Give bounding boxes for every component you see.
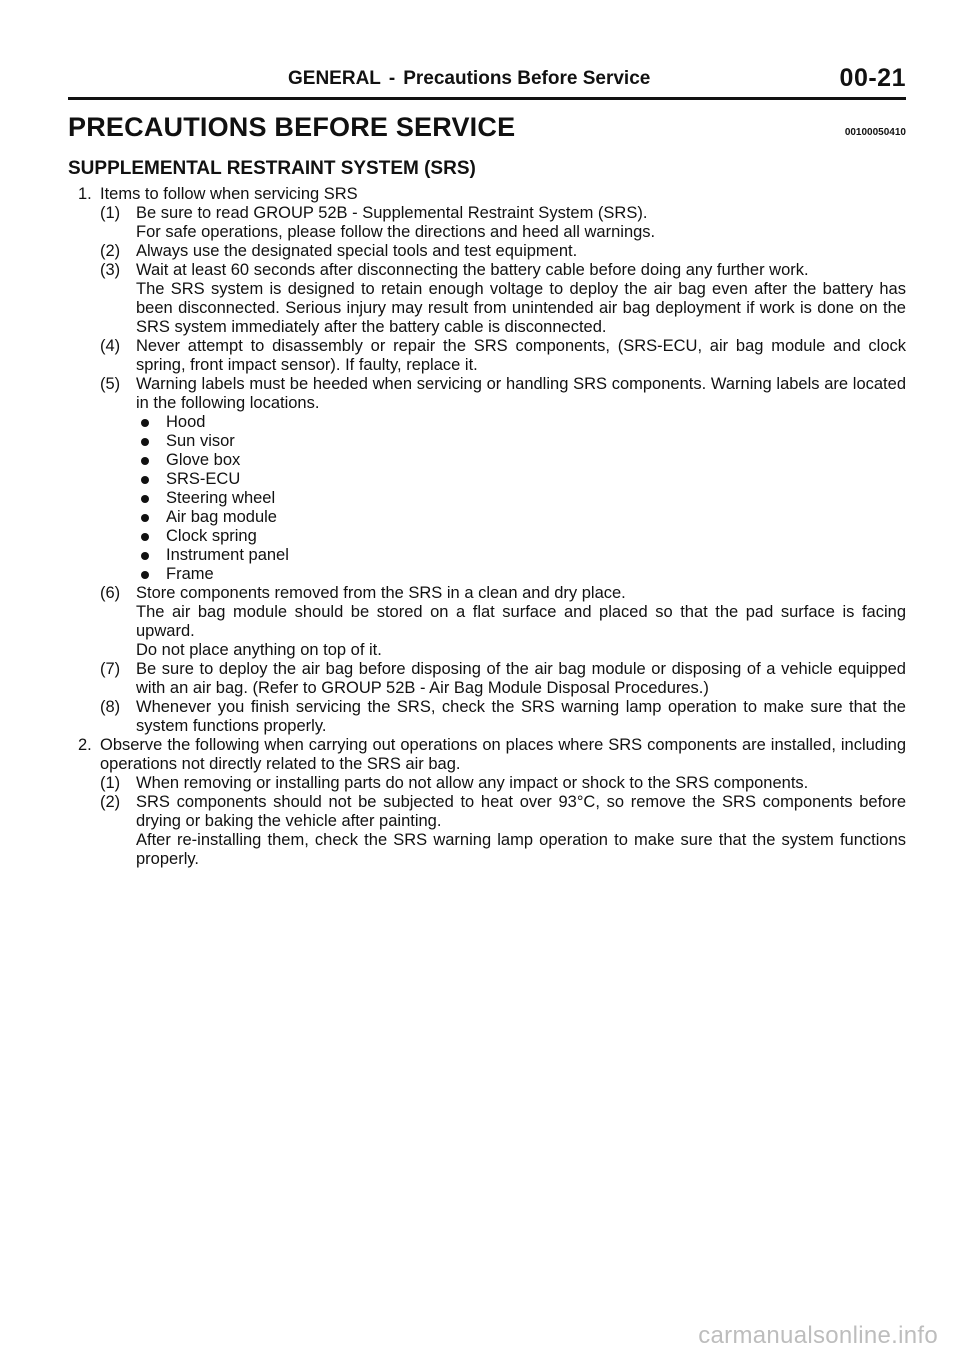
sub-item-paragraph: For safe operations, please follow the directions and heed all warnings. <box>136 223 656 241</box>
sub-item-paragraph: Never attempt to disassembly or repair the SRS components, (SRS-ECU, air bag module and clock spring, front impact sensor). If faulty, replace it. <box>136 337 906 374</box>
label-location-item <box>136 451 906 470</box>
bullet-icon <box>141 495 149 503</box>
instructions-list <box>78 185 906 869</box>
title-row <box>68 112 906 146</box>
sub-item-paragraph: Warning labels must be heeded when servicing or handling SRS components. Warning labels are located in the following locations. <box>136 375 906 412</box>
bullet-icon <box>141 438 149 446</box>
sub-item-number: (4) <box>100 337 121 355</box>
sub-item-paragraph: After re-installing them, check the SRS warning lamp operation to make sure that the system functions properly. <box>136 831 906 868</box>
label-location-text: Steering wheel <box>166 489 276 507</box>
header-subsection: Precautions Before Service <box>403 68 651 89</box>
label-location-item <box>136 527 906 546</box>
header-separator: - <box>388 68 396 89</box>
section-subtitle: SUPPLEMENTAL RESTRAINT SYSTEM (SRS) <box>68 158 476 179</box>
bullet-icon <box>141 419 149 427</box>
sub-item-paragraph: The SRS system is designed to retain enough voltage to deploy the air bag even after the battery has been disconnected. Serious injury may result from unintended air bag deployment if work is done on the SRS system immediately after the battery cable is disconnected. <box>136 280 906 336</box>
sub-item-paragraph: Store components removed from the SRS in a clean and dry place. <box>136 584 626 602</box>
sub-item-paragraph: Whenever you finish servicing the SRS, check the SRS warning lamp operation to make sure that the system functions properly. <box>136 698 906 735</box>
main-item <box>78 185 906 736</box>
sub-item <box>100 698 906 736</box>
header-section: GENERAL <box>288 68 381 89</box>
bullet-icon <box>141 457 149 465</box>
sub-item-number: (7) <box>100 660 121 678</box>
sub-item <box>100 337 906 375</box>
label-location-text: Instrument panel <box>166 546 289 564</box>
sub-item-number: (3) <box>100 261 121 279</box>
sub-item-paragraph: Be sure to deploy the air bag before disposing of the air bag module or disposing of a vehicle equipped with an air bag. (Refer to GROUP 52B - Air Bag Module Disposal Procedures.) <box>136 660 906 697</box>
label-location-list <box>136 413 906 584</box>
section-title: PRECAUTIONS BEFORE SERVICE <box>68 112 516 142</box>
sub-item <box>100 793 906 869</box>
sub-item-paragraph: SRS components should not be subjected to heat over 93°C, so remove the SRS components before drying or baking the vehicle after painting. <box>136 793 906 830</box>
sub-item-number: (2) <box>100 242 121 260</box>
sub-item <box>100 774 906 793</box>
document-code: 00100050410 <box>844 127 906 138</box>
sub-item-paragraph: The air bag module should be stored on a flat surface and placed so that the pad surface is facing upward. <box>136 603 906 640</box>
sub-item-number: (5) <box>100 375 121 393</box>
bullet-icon <box>141 514 149 522</box>
label-location-item <box>136 489 906 508</box>
sub-item-number: (8) <box>100 698 121 716</box>
header-rule <box>68 97 906 100</box>
sub-item <box>100 584 906 660</box>
sub-item-paragraph: Be sure to read GROUP 52B - Supplemental Restraint System (SRS). <box>136 204 648 222</box>
label-location-item <box>136 470 906 489</box>
label-location-item <box>136 432 906 451</box>
label-location-text: Frame <box>166 565 214 583</box>
label-location-text: Sun visor <box>166 432 235 450</box>
label-location-item <box>136 413 906 432</box>
label-location-item <box>136 565 906 584</box>
watermark: carmanualsonline.info <box>698 1322 938 1349</box>
main-item-text: Observe the following when carrying out operations on places where SRS components are installed, including operations not directly related to the SRS air bag. <box>100 736 906 773</box>
sub-item-number: (1) <box>100 774 121 792</box>
sub-item-paragraph: Wait at least 60 seconds after disconnecting the battery cable before doing any further work. <box>136 261 809 279</box>
sub-item <box>100 242 906 261</box>
page-number: 00-21 <box>839 64 906 92</box>
main-item <box>78 736 906 869</box>
label-location-item <box>136 546 906 565</box>
sub-item-paragraph: Do not place anything on top of it. <box>136 641 382 659</box>
sub-item <box>100 204 906 242</box>
label-location-text: Air bag module <box>166 508 277 526</box>
header-title <box>288 68 650 90</box>
sub-item <box>100 660 906 698</box>
bullet-icon <box>141 571 149 579</box>
bullet-icon <box>141 476 149 484</box>
label-location-text: Glove box <box>166 451 241 469</box>
sub-item-number: (2) <box>100 793 121 811</box>
bullet-icon <box>141 552 149 560</box>
main-item-number: 2. <box>78 736 92 754</box>
bullet-icon <box>141 533 149 541</box>
main-item-number: 1. <box>78 185 92 203</box>
label-location-item <box>136 508 906 527</box>
sub-item <box>100 261 906 337</box>
sub-item-number: (1) <box>100 204 121 222</box>
sub-item-paragraph: Always use the designated special tools and test equipment. <box>136 242 578 260</box>
label-location-text: Hood <box>166 413 206 431</box>
sub-item-number: (6) <box>100 584 121 602</box>
sub-item-paragraph: When removing or installing parts do not allow any impact or shock to the SRS components. <box>136 774 809 792</box>
label-location-text: SRS-ECU <box>166 470 241 488</box>
page-header <box>68 64 906 96</box>
main-item-text: Items to follow when servicing SRS <box>100 185 358 203</box>
sub-item <box>100 375 906 584</box>
label-location-text: Clock spring <box>166 527 257 545</box>
